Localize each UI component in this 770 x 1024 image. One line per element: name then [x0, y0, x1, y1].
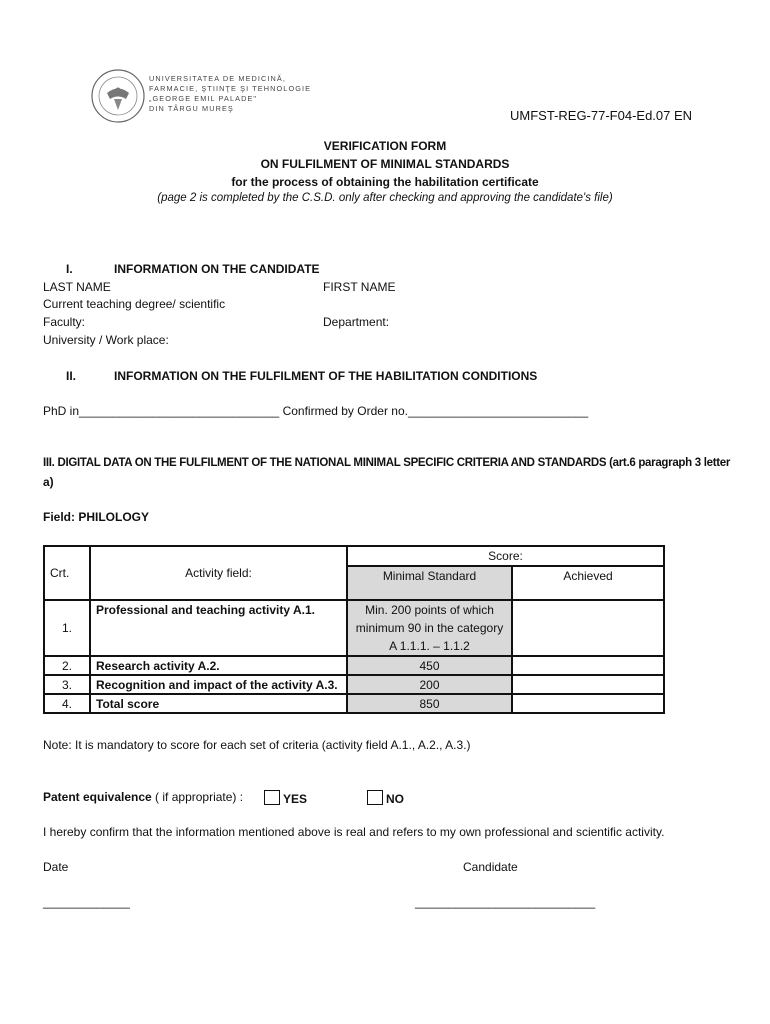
minimal-standard-cell: 200	[347, 675, 512, 694]
achieved-cell[interactable]	[512, 675, 664, 694]
university-seal-logo	[90, 68, 146, 124]
university-line: FARMACIE, ŞTIINŢE ŞI TEHNOLOGIE	[149, 84, 312, 93]
date-signature-line[interactable]: _____________	[43, 895, 130, 909]
patent-hint: ( if appropriate) :	[151, 790, 244, 804]
minimal-standard-header: Minimal Standard	[347, 566, 512, 600]
yes-label: YES	[283, 792, 308, 806]
candidate-label: Candidate	[463, 860, 518, 874]
activity-field-header: Activity field:	[90, 546, 347, 600]
document-code: UMFST-REG-77-F04-Ed.07 EN	[510, 108, 693, 123]
university-name	[149, 74, 311, 114]
achieved-header: Achieved	[512, 566, 664, 600]
achieved-cell[interactable]	[512, 694, 664, 713]
row-number: 4.	[44, 694, 90, 713]
no-checkbox[interactable]	[367, 790, 383, 805]
activity-label: Professional and teaching activity A.1.	[90, 600, 347, 656]
row-number: 3.	[44, 675, 90, 694]
no-label: NO	[386, 792, 404, 806]
phd-order-line[interactable]: PhD in______________________________ Confirmed by Order no.___________________________	[43, 404, 589, 418]
section3-title: III. DIGITAL DATA ON THE FULFILMENT OF THE NATIONAL MINIMAL SPECIFIC CRITERIA AND STANDARDS (art.6 paragraph 3 letter	[43, 457, 731, 469]
achieved-cell[interactable]	[512, 656, 664, 675]
achieved-cell[interactable]	[512, 600, 664, 656]
no-option[interactable]	[367, 790, 404, 806]
form-subtitle: ON FULFILMENT OF MINIMAL STANDARDS	[260, 157, 510, 171]
mandatory-note: Note: It is mandatory to score for each set of criteria (activity field A.1., A.2., A.3.)	[43, 738, 471, 752]
score-table	[43, 545, 665, 714]
min-line: A 1.1.1. – 1.1.2	[389, 639, 470, 653]
last-name-label: LAST NAME	[43, 280, 111, 294]
minimal-standard-cell: 850	[347, 694, 512, 713]
confirmation-statement: I hereby confirm that the information mentioned above is real and refers to my own professional and scientific activity.	[43, 825, 665, 839]
section3-title-continued: a)	[43, 475, 54, 489]
score-header: Score:	[347, 546, 664, 566]
form-note: (page 2 is completed by the C.S.D. only after checking and approving the candidate's file)	[157, 192, 613, 204]
row-number: 2.	[44, 656, 90, 675]
crt-header: Crt.	[44, 546, 90, 600]
table-row	[44, 656, 664, 675]
patent-label: Patent equivalence	[43, 790, 152, 804]
university-line: „GEORGE EMIL PALADE"	[149, 94, 258, 103]
table-row	[44, 675, 664, 694]
patent-equivalence	[43, 790, 243, 804]
yes-option[interactable]	[264, 790, 307, 806]
faculty-label: Faculty:	[43, 315, 86, 329]
form-title: VERIFICATION FORM	[323, 139, 447, 153]
min-line: minimum 90 in the category	[355, 621, 504, 635]
section1-title: INFORMATION ON THE CANDIDATE	[114, 262, 320, 276]
activity-label: Recognition and impact of the activity A.3.	[90, 675, 347, 694]
form-purpose: for the process of obtaining the habilitation certificate	[231, 175, 539, 189]
activity-label: Total score	[90, 694, 347, 713]
table-row	[44, 600, 664, 656]
date-label: Date	[43, 860, 69, 874]
section2-title: INFORMATION ON THE FULFILMENT OF THE HABILITATION CONDITIONS	[114, 369, 538, 383]
min-line: Min. 200 points of which	[365, 603, 494, 617]
activity-label: Research activity A.2.	[90, 656, 347, 675]
minimal-standard-cell	[347, 600, 512, 656]
field-label: Field: PHILOLOGY	[43, 510, 150, 524]
university-label: University / Work place:	[43, 333, 169, 347]
teaching-degree-label: Current teaching degree/ scientific	[43, 297, 226, 311]
section1-number: I.	[66, 262, 73, 276]
department-label: Department:	[323, 315, 390, 329]
university-line: UNIVERSITATEA DE MEDICINĂ,	[149, 74, 286, 83]
section2-number: II.	[66, 369, 77, 383]
table-row	[44, 694, 664, 713]
row-number: 1.	[44, 600, 90, 656]
university-line: DIN TÂRGU MUREŞ	[149, 104, 234, 113]
first-name-label: FIRST NAME	[323, 280, 396, 294]
minimal-standard-cell: 450	[347, 656, 512, 675]
yes-checkbox[interactable]	[264, 790, 280, 805]
candidate-signature-line[interactable]: ___________________________	[415, 895, 596, 909]
